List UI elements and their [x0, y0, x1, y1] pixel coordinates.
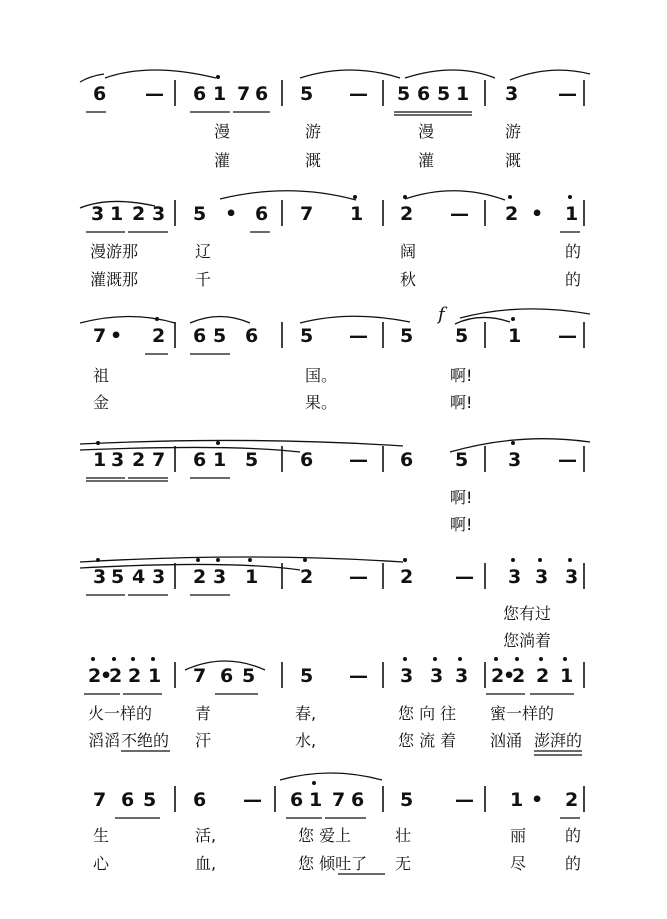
score-row: [88, 657, 584, 750]
lyric-text: 您有过: [503, 604, 552, 623]
note: •: [531, 789, 544, 811]
note: 7: [93, 789, 107, 811]
lyric-text: 您 流 着: [398, 731, 457, 750]
octave-dot: [248, 558, 252, 562]
octave-dot: [216, 558, 220, 562]
octave-dot: [515, 657, 519, 661]
note: 6: [417, 83, 431, 105]
note: —: [349, 665, 368, 687]
note: 2: [132, 449, 146, 471]
octave-dot: [403, 195, 407, 199]
lyric-text: 蜜一样的: [490, 704, 555, 723]
lyric-text: 汗: [195, 731, 212, 750]
octave-dot: [403, 558, 407, 562]
octave-dot: [458, 657, 462, 661]
octave-dot: [216, 75, 220, 79]
note: 2: [512, 665, 526, 687]
score-row: [93, 781, 584, 873]
note: 7: [300, 203, 314, 225]
lyric-text: 您 爱上: [298, 826, 352, 845]
lyric-text: 漫游那: [90, 242, 139, 261]
note: 7: [332, 789, 346, 811]
note: 3: [535, 566, 549, 588]
lyric-text: 啊!: [450, 393, 473, 412]
note: 3: [565, 566, 579, 588]
note: 2: [128, 665, 142, 687]
lyric-text: 游: [505, 122, 522, 141]
note: 2: [152, 325, 166, 347]
lyric-text: 千: [195, 270, 212, 289]
note: —: [349, 325, 368, 347]
octave-dot: [151, 657, 155, 661]
octave-dot: [568, 195, 572, 199]
note: 6: [300, 449, 314, 471]
note: 2: [491, 665, 505, 687]
score-row: [93, 558, 584, 650]
octave-dot: [494, 657, 498, 661]
octave-dot: [303, 558, 307, 562]
note: •: [503, 665, 516, 687]
note: —: [145, 83, 164, 105]
note: 1: [309, 789, 323, 811]
score-row: [93, 75, 584, 170]
note: 6: [193, 789, 207, 811]
note: 1: [565, 203, 579, 225]
lyric-text: 水,: [295, 731, 317, 750]
note: —: [455, 566, 474, 588]
note: 6: [121, 789, 135, 811]
note: 6: [193, 83, 207, 105]
score-row: [90, 195, 584, 289]
note: 1: [560, 665, 574, 687]
lyric-text: 漫: [214, 122, 231, 141]
note: 5: [143, 789, 157, 811]
note: —: [455, 789, 474, 811]
lyric-text: 汹涌: [490, 731, 523, 750]
lyric-text: 的: [565, 242, 582, 261]
lyric-text: 心: [93, 854, 110, 873]
note: —: [349, 449, 368, 471]
lyric-text: 祖: [93, 366, 110, 385]
lyric-text: 秋: [400, 270, 417, 289]
note: •: [531, 203, 544, 225]
note: 6: [93, 83, 107, 105]
note: 3: [91, 203, 105, 225]
lyric-text: 尽: [510, 854, 527, 873]
octave-dot: [511, 558, 515, 562]
note: —: [450, 203, 469, 225]
note: 3: [505, 83, 519, 105]
lyric-text: 血,: [195, 854, 217, 873]
lyric-text: 活,: [195, 826, 217, 845]
lyric-text: 的: [565, 270, 582, 289]
octave-dot: [216, 441, 220, 445]
octave-dot: [131, 657, 135, 661]
note: 1: [213, 449, 227, 471]
lyric-text: 溉: [505, 151, 522, 170]
note: 6: [193, 449, 207, 471]
lyric-text: 游: [305, 122, 322, 141]
note: 2: [565, 789, 579, 811]
note: 5: [300, 325, 314, 347]
octave-dot: [508, 195, 512, 199]
lyric-text: 丽: [510, 826, 527, 845]
note: 7: [237, 83, 251, 105]
note: •: [110, 325, 123, 347]
note: 3: [111, 449, 125, 471]
note: —: [558, 325, 577, 347]
lyric-text: 春,: [295, 704, 317, 723]
note: —: [349, 566, 368, 588]
note: 3: [213, 566, 227, 588]
note: •: [100, 665, 113, 687]
note: 2: [400, 203, 414, 225]
note: 1: [213, 83, 227, 105]
note: 2: [193, 566, 207, 588]
octave-dot: [96, 441, 100, 445]
note: 6: [245, 325, 259, 347]
lyric-text: 您淌着: [503, 631, 552, 650]
octave-dot: [112, 657, 116, 661]
note: 5: [397, 83, 411, 105]
note: 1: [245, 566, 259, 588]
lyric-text: 滔滔: [88, 731, 121, 750]
note: 5: [437, 83, 451, 105]
lyric-text: 不绝的: [121, 731, 170, 750]
lyric-text: 灌溉那: [90, 270, 139, 289]
note: 6: [351, 789, 365, 811]
octave-dot: [403, 657, 407, 661]
note: 2: [300, 566, 314, 588]
lyric-text: 澎湃的: [534, 731, 583, 750]
lyric-text: 生: [93, 826, 110, 845]
note: 3: [400, 665, 414, 687]
note: 6: [255, 203, 269, 225]
lyric-text: 漫: [418, 122, 435, 141]
note: 2: [109, 665, 123, 687]
dynamic-mark: f: [438, 304, 445, 325]
note: 2: [132, 203, 146, 225]
note: 5: [300, 665, 314, 687]
octave-dot: [155, 317, 159, 321]
octave-dot: [538, 558, 542, 562]
note: 4: [132, 566, 146, 588]
lyric-text: 灌: [418, 151, 435, 170]
lyric-text: 无: [395, 854, 412, 873]
note: 3: [152, 203, 166, 225]
octave-dot: [96, 558, 100, 562]
note: 1: [350, 203, 364, 225]
note: 5: [455, 325, 469, 347]
note: 5: [300, 83, 314, 105]
lyric-text: 的: [565, 854, 582, 873]
lyric-text: 阔: [400, 242, 417, 261]
octave-dot: [511, 441, 515, 445]
octave-dot: [511, 317, 515, 321]
note: 5: [193, 203, 207, 225]
lyric-text: 啊!: [450, 488, 473, 507]
lyric-text: 青: [195, 704, 212, 723]
note: 5: [400, 789, 414, 811]
note: 6: [220, 665, 234, 687]
note: 3: [455, 665, 469, 687]
note: 7: [193, 665, 207, 687]
note: —: [243, 789, 262, 811]
note: 5: [111, 566, 125, 588]
note: 3: [508, 449, 522, 471]
note: 1: [110, 203, 124, 225]
note: 7: [152, 449, 166, 471]
note: 3: [93, 566, 107, 588]
note: 2: [88, 665, 102, 687]
lyric-text: 果。: [305, 393, 338, 412]
note: 5: [213, 325, 227, 347]
note: —: [349, 83, 368, 105]
note: 2: [536, 665, 550, 687]
octave-dot: [91, 657, 95, 661]
lyric-text: 啊!: [450, 366, 473, 385]
octave-dot: [568, 558, 572, 562]
note: 5: [400, 325, 414, 347]
lyric-text: 金: [93, 393, 110, 412]
note: 6: [400, 449, 414, 471]
octave-dot: [196, 558, 200, 562]
note: 5: [245, 449, 259, 471]
note: 6: [255, 83, 269, 105]
score-row: [93, 441, 584, 534]
octave-dot: [539, 657, 543, 661]
note: 3: [430, 665, 444, 687]
lyric-text: 国。: [305, 366, 338, 385]
note: 5: [242, 665, 256, 687]
note: 6: [193, 325, 207, 347]
note: 1: [148, 665, 162, 687]
lyric-text: 灌: [214, 151, 231, 170]
note: 6: [290, 789, 304, 811]
note: 1: [508, 325, 522, 347]
beams: [84, 112, 582, 874]
lyric-text: 溉: [305, 151, 322, 170]
note: —: [558, 83, 577, 105]
note: 2: [400, 566, 414, 588]
note: 2: [505, 203, 519, 225]
lyric-text: 火一样的: [88, 704, 153, 723]
note: 1: [510, 789, 524, 811]
octave-dot: [312, 781, 316, 785]
lyric-text: 壮: [395, 826, 412, 845]
note: 3: [152, 566, 166, 588]
note: 1: [456, 83, 470, 105]
note: 1: [93, 449, 107, 471]
note: 7: [93, 325, 107, 347]
note: —: [558, 449, 577, 471]
lyric-text: 您 向 往: [398, 704, 457, 723]
note: 5: [455, 449, 469, 471]
octave-dot: [353, 195, 357, 199]
octave-dot: [563, 657, 567, 661]
lyric-text: 辽: [195, 242, 212, 261]
lyric-text: 啊!: [450, 515, 473, 534]
note: •: [225, 203, 238, 225]
note: 3: [508, 566, 522, 588]
lyric-text: 的: [565, 826, 582, 845]
octave-dot: [433, 657, 437, 661]
lyric-text: 您 倾吐了: [298, 854, 368, 873]
